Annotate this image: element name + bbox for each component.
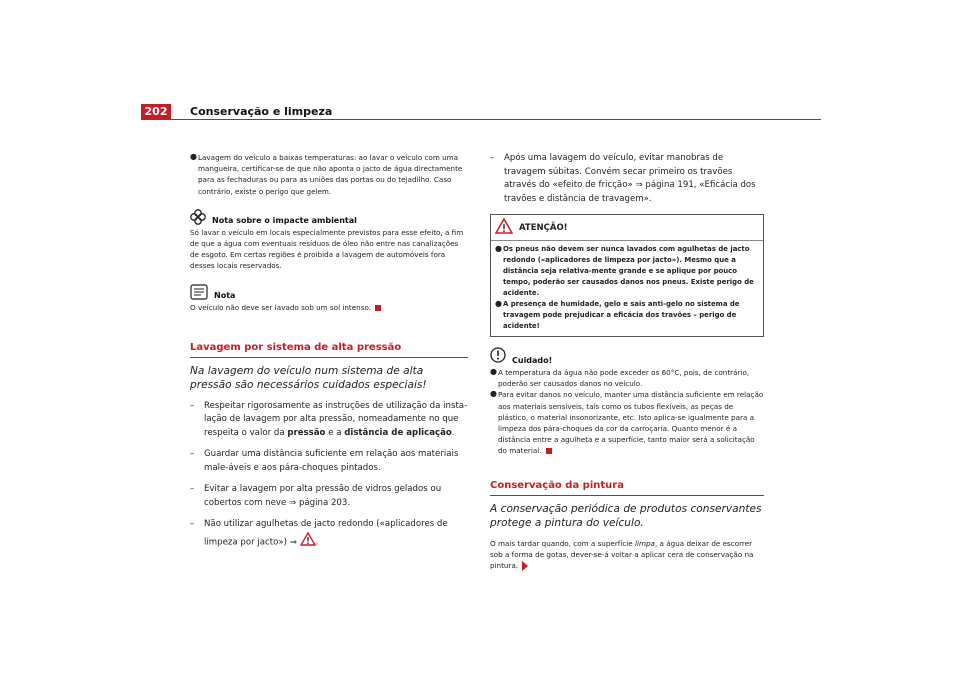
- page-header-title: Conservação e limpeza: [190, 105, 333, 118]
- dash-item-text: Guardar uma distância suficiente em relação aos materiais male-áveis e aos pára-choques pintados.: [204, 449, 459, 473]
- winter-wash-text: Lavagem do veículo a baixas temperaturas: ao lavar o veículo com uma mangueira, certificar-se de que não aponta o jacto de água directamente para as fechaduras ou para as uniões das portas ou do tejadilho. Caso contrário, existe o perigo que gelem.: [198, 153, 463, 196]
- note-text: O veículo não deve ser lavado sob um sol intenso.: [190, 302, 371, 312]
- caution-bullet-text: Para evitar danos no veículo, manter uma distância suficiente em relação aos materiais sensíveis, tais como os tubos flexíveis, as peças de plástico, o material insonorizante, etc. Isto aplica-se igualmente para a limpeza dos pára-choques da cor da carroçaria. Quanto menor é a distância entre a agulheta e a superfície, tanto maior será a solicitação do material.: [498, 390, 764, 456]
- note-text-line: [190, 302, 468, 313]
- dash-item: – Guardar uma distância suficiente em relação aos materiais male-áveis e aos pára-choques pintados.: [190, 448, 468, 475]
- dash-item: – Não utilizar agulhetas de jacto redondo («aplicadores de limpeza por jacto») ⇒ .: [190, 518, 468, 551]
- warning-bullet-text: Os pneus não devem ser nunca lavados com agulhetas de jacto redondo («aplicadores de limpeza por jacto»). Mesmo que a distância seja relativa-mente grande e se aplique por pouco tempo, poderão ser causados danos nos pneus. Existe perigo de acidente.: [503, 245, 754, 297]
- warning-triangle-icon[interactable]: [300, 532, 316, 552]
- section-title-paint: Conservação da pintura: [490, 479, 764, 496]
- end-marker-icon: [546, 448, 552, 454]
- caution-heading: [490, 347, 764, 365]
- left-column: [190, 152, 468, 559]
- note-title: Nota: [214, 290, 236, 300]
- section-subtitle-paint: A conservação periódica de produtos conservantes protege a pintura do veículo.: [490, 502, 762, 529]
- warning-box: [490, 214, 764, 337]
- dash-item: – Evitar a lavagem por alta pressão de vidros gelados ou cobertos com neve ⇒ página 203.: [190, 483, 468, 510]
- caution-bullet: [490, 367, 764, 389]
- bullet-icon: ●: [495, 244, 502, 253]
- exclamation-icon: [490, 347, 506, 365]
- dash-item: – Após uma lavagem do veículo, evitar manobras de travagem súbitas. Convém secar primeiro os travões através do «efeito de fricção» ⇒ página 191, «Eficácia dos travões e distância de travagem».: [490, 152, 764, 206]
- section-title-high-pressure: Lavagem por sistema de alta pressão: [190, 341, 468, 358]
- note-heading: [190, 284, 468, 300]
- dash-item-text: Não utilizar agulhetas de jacto redondo («aplicadores de limpeza por jacto») ⇒ .: [204, 518, 468, 551]
- end-marker-icon: [375, 305, 381, 311]
- note-icon: [190, 284, 208, 300]
- dash-item-text: Respeitar rigorosamente as instruções de utilização da insta-lação de lavagem por alta pressão, nomeadamente no que respeita o valor da pressão e a distância de aplicação.: [204, 400, 468, 438]
- bullet-icon: ●: [495, 299, 502, 308]
- dash-item-text: Evitar a lavagem por alta pressão de vidros gelados ou cobertos com neve ⇒ página 203.: [204, 484, 442, 508]
- page-number: 202: [141, 104, 171, 119]
- warning-heading: [491, 215, 763, 241]
- header-rule: [141, 119, 821, 120]
- caution-bullet-text: A temperatura da água não pode exceder os 60°C, pois, de contrário, poderão ser causados danos no veículo.: [498, 368, 750, 389]
- dash-item: – Respeitar rigorosamente as instruções de utilização da insta-lação de lavagem por alta pressão, nomeadamente no que respeita o valor da pressão e a distância de aplicação.: [190, 400, 468, 441]
- bullet-icon: ●: [490, 389, 497, 399]
- env-note-title: Nota sobre o impacte ambiental: [212, 215, 357, 225]
- warning-bullet: [495, 244, 759, 299]
- warning-triangle-icon: [495, 218, 513, 237]
- caution-bullet: [490, 389, 764, 456]
- section-subtitle-high-pressure: Na lavagem do veículo num sistema de alta pressão são necessários cuidados especiais!: [190, 364, 427, 391]
- winter-wash-bullet: [190, 152, 468, 197]
- bullet-icon: ●: [190, 152, 197, 161]
- flower-icon: [190, 209, 206, 225]
- next-page-arrow-icon[interactable]: [522, 561, 528, 571]
- paint-text: O mais tardar quando, com a superfície limpa, a água deixar de escorrer sob a forma de gotas, dever-se-á voltar a aplicar cera de conservação na pintura.: [490, 538, 754, 571]
- right-column: [490, 152, 764, 571]
- warning-bullet: [495, 299, 759, 332]
- caution-title: Cuidado!: [512, 356, 553, 365]
- warning-body: [491, 241, 763, 336]
- warning-title: ATENÇÃO!: [519, 222, 568, 233]
- warning-bullet-text: A presença de humidade, gelo e sais anti-gelo no sistema de travagem pode prejudicar a eficácia dos travões – perigo de acidente!: [503, 300, 740, 330]
- env-note-text: Só lavar o veículo em locais especialmente previstos para esse efeito, a fim de que a água com eventuais resíduos de óleo não entre nas canalizações de esgoto. Em certas regiões é proibida a lavagem de automóveis fora desses locais reservados.: [190, 227, 464, 271]
- env-note-heading: [190, 209, 468, 225]
- dash-item-text: Após uma lavagem do veículo, evitar manobras de travagem súbitas. Convém secar primeiro os travões através do «efeito de fricção» ⇒ página 191, «Eficácia dos travões e distância de travagem».: [504, 153, 756, 204]
- bullet-icon: ●: [490, 367, 497, 376]
